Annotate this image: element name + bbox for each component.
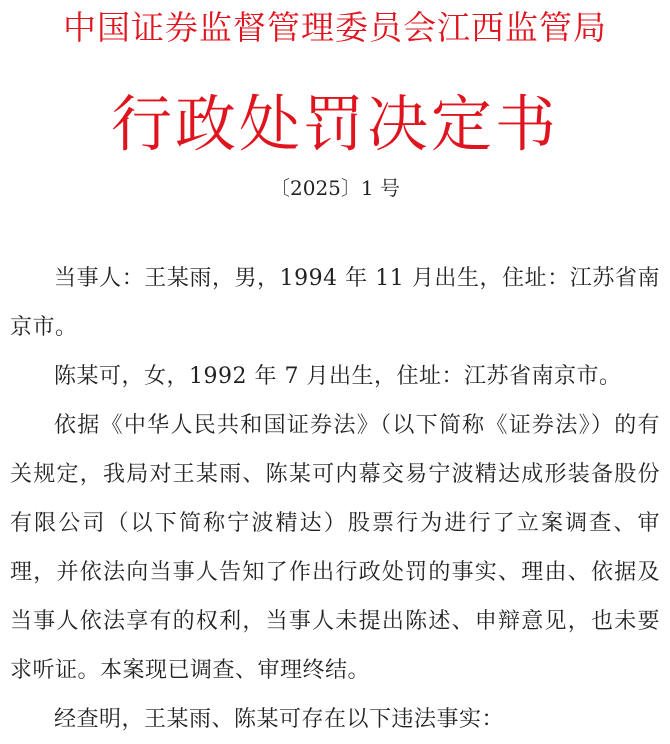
paragraph-party-2: 陈某可，女，1992 年 7 月出生，住址：江苏省南京市。 bbox=[54, 364, 622, 389]
document-title: 行政处罚决定书 bbox=[110, 89, 559, 160]
document-body bbox=[10, 254, 660, 744]
paragraph-basis: 依据《中华人民共和国证券法》（以下简称《证券法》）的有关规定，我局对王某雨、陈某可内幕交易宁波精达成形装备股份有限公司（以下简称宁波精达）股票行为进行了立案调查、审理，并依法向当事人告知了作出行政处罚的事实、理由、依据及当事人依法享有的权利，当事人未提出陈述、申辩意见，也未要求听证。本案现已调查、审理终结。 bbox=[10, 413, 660, 683]
issuing-organization: 中国证券监督管理委员会江西监管局 bbox=[63, 8, 607, 47]
document-number: 〔2025〕1 号 bbox=[270, 176, 400, 200]
paragraph-party-1: 当事人：王某雨，男，1994 年 11 月出生，住址：江苏省南京市。 bbox=[10, 266, 660, 340]
paragraph-findings: 经查明，王某雨、陈某可存在以下违法事实： bbox=[54, 707, 505, 732]
